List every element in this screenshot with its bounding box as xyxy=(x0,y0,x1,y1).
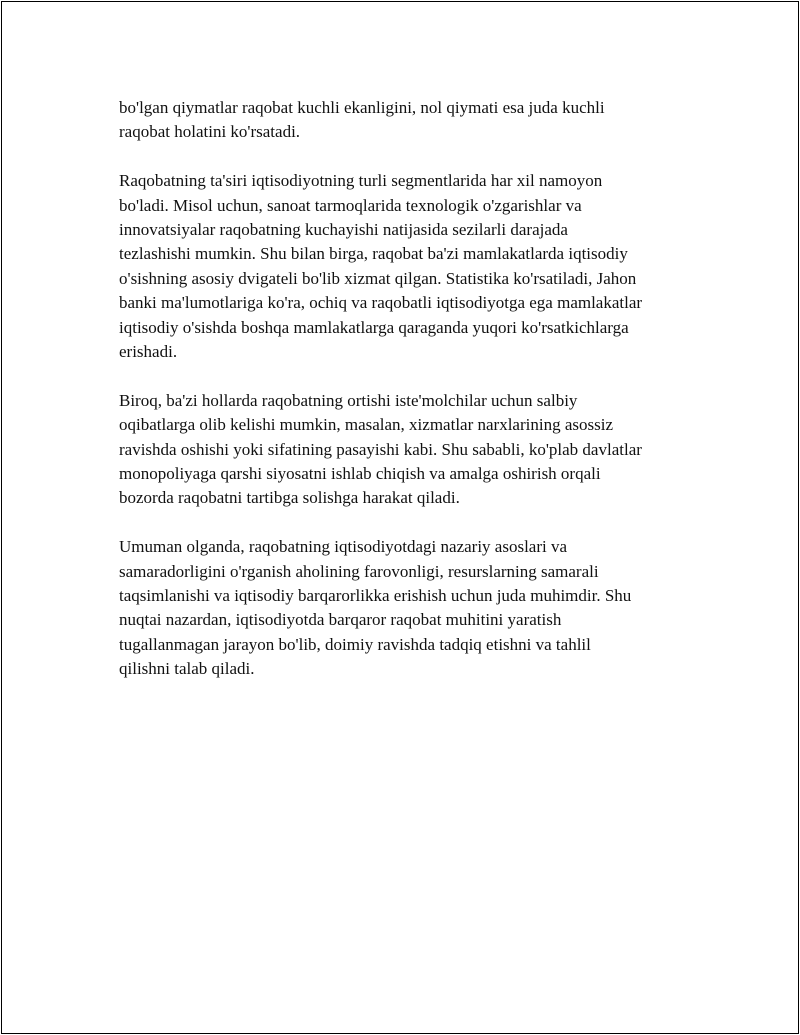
paragraph-2: Raqobatning ta'siri iqtisodiyotning turli segmentlarida har xil namoyon bo'ladi. Misol uchun, sanoat tarmoqlarida texnologik o'zgarishlar va innovatsiyalar raqobatning kuchayishi natijasida sezilarli darajada tezlashishi mumkin. Shu bilan birga, raqobat ba'zi mamlakatlarda iqtisodiy o'sishning asosiy dvigateli bo'lib xizmat qilgan. Statistika ko'rsatiladi, Jahon banki ma'lumotlariga ko'ra, ochiq va raqobatli iqtisodiyotga ega mamlakatlar iqtisodiy o'sishda boshqa mamlakatlarga qaraganda yuqori ko'rsatkichlarga erishadi. xyxy=(119,171,643,362)
document-page xyxy=(1,1,799,1034)
paragraph-3: Biroq, ba'zi hollarda raqobatning ortishi iste'molchilar uchun salbiy oqibatlarga olib kelishi mumkin, masalan, xizmatlar narxlarining asossiz ravishda oshishi yoki sifatining pasayishi kabi. Shu sababli, ko'plab davlatlar monopoliyaga qarshi siyosatni ishlab chiqish va amalga oshirish orqali bozorda raqobatni tartibga solishga harakat qiladi. xyxy=(119,390,642,508)
paragraph-4: Umuman olganda, raqobatning iqtisodiyotdagi nazariy asoslari va samaradorligini o'rganish aholining farovonligi, resurslarning samarali taqsimlanishi va iqtisodiy barqarorlikka erishish uchun juda muhimdir. Shu nuqtai nazardan, iqtisodiyotda barqaror raqobat muhitini yaratish tugallanmagan jarayon bo'lib, doimiy ravishda tadqiq etishni va tahlil qilishni talab qiladi. xyxy=(119,537,632,679)
document-body xyxy=(119,96,699,706)
paragraph-1: bo'lgan qiymatlar raqobat kuchli ekanligini, nol qiymati esa juda kuchli raqobat holatini ko'rsatadi. xyxy=(119,98,605,142)
